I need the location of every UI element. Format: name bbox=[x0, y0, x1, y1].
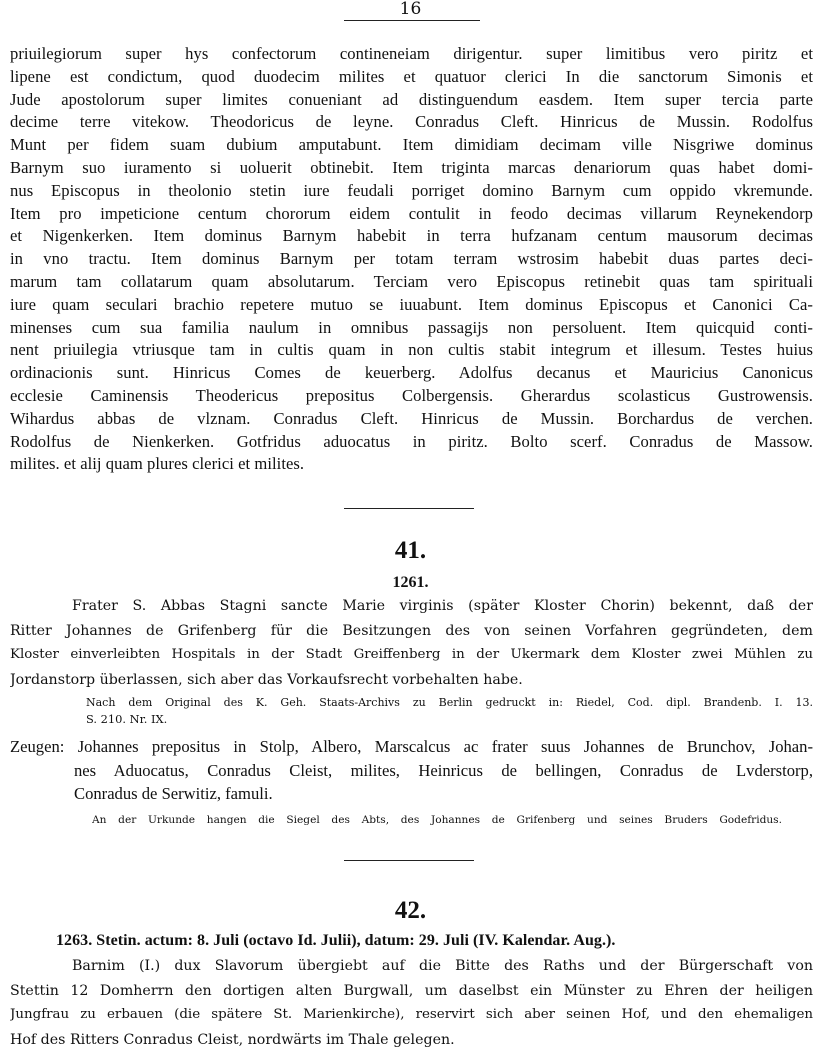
text-line: minenses cum sua familia naulum in omnibus passagijs non persoluent. Item quicquid conti- bbox=[10, 317, 813, 340]
text-line: milites. et alij quam plures clerici et milites. bbox=[10, 453, 813, 476]
text-line: Rodolfus de Nienkerken. Gotfridus aduocatus in piritz. Bolto scerf. Conradus de Massow. bbox=[10, 431, 813, 454]
witness-line: Conradus de Serwitiz, famuli. bbox=[10, 782, 813, 806]
regest-line: Barnim (I.) dux Slavorum übergiebt auf die Bitte des Raths und der Bürgerschaft von bbox=[10, 954, 813, 979]
text-line: iure quam seculari brachio repetere mutuo se iuuabunt. Item dominus Episcopus et Canonici Ca- bbox=[10, 294, 813, 317]
doc41-source bbox=[86, 694, 813, 728]
text-line: Munt per fidem suam dubium amputabunt. Item dimidiam decimam ville Nisgriwe dominus bbox=[10, 134, 813, 157]
section-divider bbox=[344, 860, 474, 861]
text-line: Wihardus abbas de vlznam. Conradus Cleft. Hinricus de Mussin. Borchardus de verchen. bbox=[10, 408, 813, 431]
document-year: 1261. bbox=[0, 574, 821, 592]
text-line: et Nigenkerken. Item dominus Barnym habebit in terra hufzanam centum mausorum decimas bbox=[10, 225, 813, 248]
text-line: ordinacionis sunt. Hinricus Comes de keuerberg. Adolfus decanus et Mauricius Canonicus bbox=[10, 362, 813, 385]
date-line: 1263. Stetin. actum: 8. Juli (octavo Id. Julii), datum: 29. Juli (IV. Kalendar. Aug.). bbox=[56, 930, 776, 953]
text-line: in vno tractu. Item dominus Barnym per totam terram wstrosim habebit duas partes deci- bbox=[10, 248, 813, 271]
text-line: Jude apostolorum super limites conueniant ad distinguendum easdem. Item super tercia parte bbox=[10, 89, 813, 112]
doc41-witnesses bbox=[10, 735, 813, 806]
doc41-seal-note bbox=[92, 812, 782, 829]
regest-line: Kloster einverleibten Hospitals in der Stadt Greiffenberg in der Ukermark dem Kloster zwei Mühlen zu bbox=[10, 643, 813, 668]
page-number: 16 bbox=[0, 0, 821, 18]
seal-note: An der Urkunde hangen die Siegel des Abts, des Johannes de Grifenberg und seines Bruders Godefridus. bbox=[92, 812, 782, 829]
regest-line: Hof des Ritters Conradus Cleist, nordwärts im Thale gelegen. bbox=[10, 1028, 813, 1052]
text-line: priuilegiorum super hys confectorum contineneiam dirigentur. super limitibus vero piritz et bbox=[10, 43, 813, 66]
regest-line: Frater S. Abbas Stagni sancte Marie virginis (später Kloster Chorin) bekennt, daß der bbox=[10, 594, 813, 619]
header-rule bbox=[344, 20, 480, 21]
text-line: decime terre vitekow. Theodoricus de leyne. Conradus Cleft. Hinricus de Mussin. Rodolfus bbox=[10, 111, 813, 134]
regest-line: Stettin 12 Domherrn den dortigen alten Burgwall, um daselbst ein Münster zu Ehren der heiligen bbox=[10, 979, 813, 1004]
text-line: Barnym suo iuramento si uoluerit obtinebit. Item triginta marcas denariorum quas habet domi- bbox=[10, 157, 813, 180]
document-number: 41. bbox=[0, 538, 821, 564]
text-line: nent priuilegia vtriusque tam in cultis quam in non cultis stabit integrum et illesum. Testes huius bbox=[10, 339, 813, 362]
section-divider bbox=[344, 508, 474, 509]
text-line: nus Episcopus in theolonio stetin iure feudali porriget domino Barnym cum oppido vkremunde. bbox=[10, 180, 813, 203]
text-line: lipene est condictum, quod duodecim milites et quatuor clerici In die sanctorum Simonis et bbox=[10, 66, 813, 89]
witness-line: nes Aduocatus, Conradus Cleist, milites, Heinricus de bellingen, Conradus de Lvderstorp, bbox=[10, 759, 813, 783]
document-number: 42. bbox=[0, 898, 821, 924]
doc42-date bbox=[56, 930, 776, 953]
text-line: marum tam collatarum quam absolutarum. Terciam vero Episcopus retinebit quas tam spirituali bbox=[10, 271, 813, 294]
source-line: S. 210. Nr. IX. bbox=[86, 711, 813, 728]
regest-line: Jordanstorp überlassen, sich aber das Vorkaufsrecht vorbehalten habe. bbox=[10, 668, 813, 693]
doc40-text bbox=[10, 43, 813, 476]
witness-line: Zeugen: Johannes prepositus in Stolp, Albero, Marscalcus ac frater suus Johannes de Brunchov, Johan- bbox=[10, 735, 813, 759]
doc41-regest bbox=[10, 594, 813, 692]
regest-line: Ritter Johannes de Grifenberg für die Besitzungen des von seinen Vorfahren gegründeten, dem bbox=[10, 619, 813, 644]
source-line: Nach dem Original des K. Geh. Staats-Archivs zu Berlin gedruckt in: Riedel, Cod. dipl. Brandenb. I. 13. bbox=[86, 694, 813, 711]
doc42-regest bbox=[10, 954, 813, 1052]
text-line: ecclesie Caminensis Theodericus prepositus Colbergensis. Gherardus scolasticus Gustrowensis. bbox=[10, 385, 813, 408]
text-line: Item pro impeticione centum chororum eidem contulit in feodo decimas villarum Reynekendorp bbox=[10, 203, 813, 226]
regest-line: Jungfrau zu erbauen (die spätere St. Marienkirche), reservirt sich aber seinen Hof, und den ehemaligen bbox=[10, 1003, 813, 1028]
